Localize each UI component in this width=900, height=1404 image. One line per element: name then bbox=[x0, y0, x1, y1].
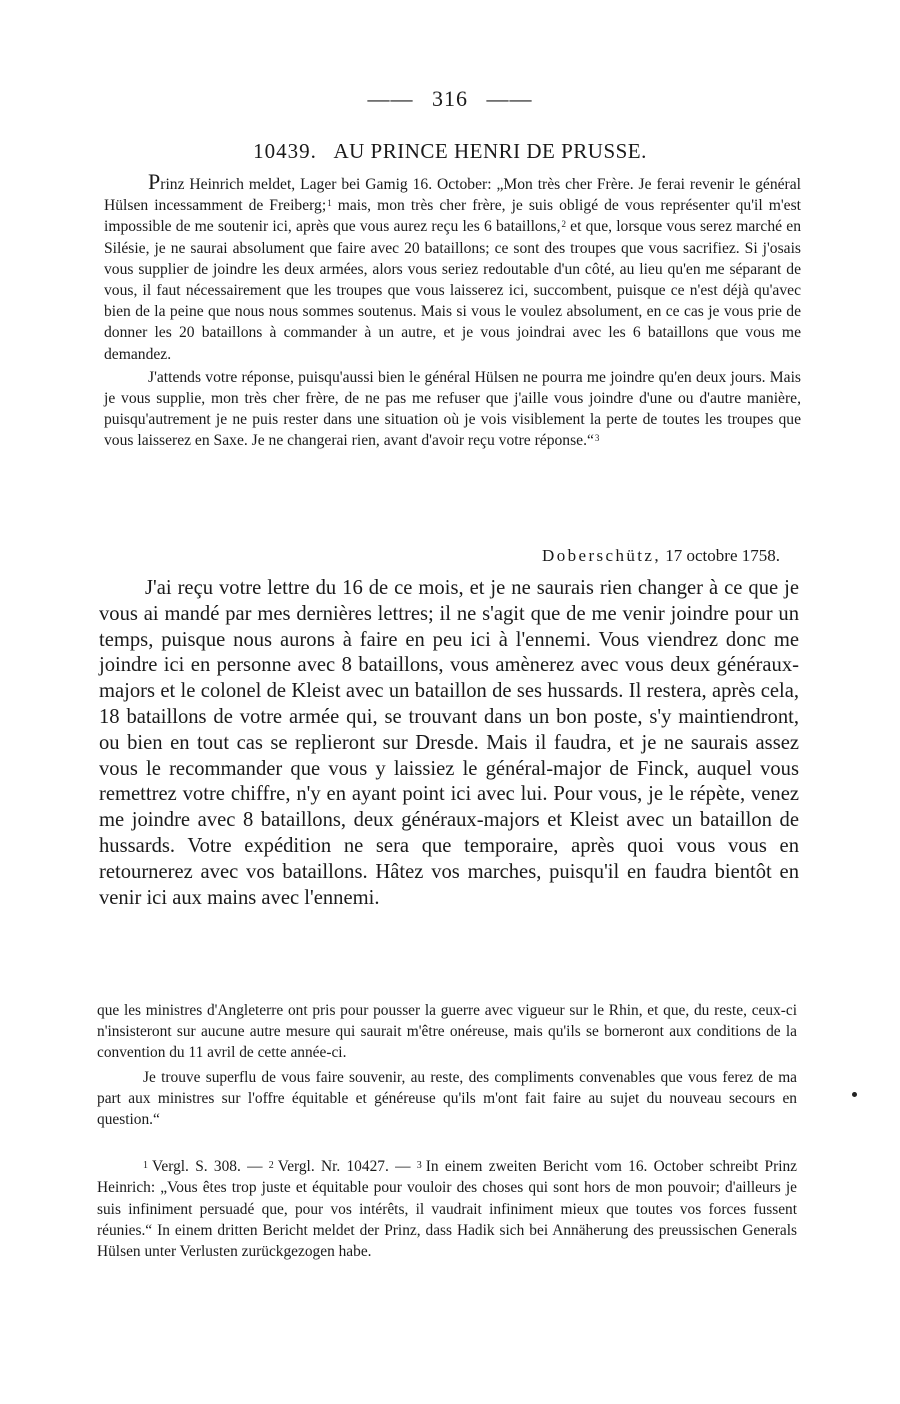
dateline-place: Doberschütz, bbox=[542, 546, 662, 565]
letter-body bbox=[99, 576, 799, 911]
footnote-ref-2: 2 bbox=[561, 219, 566, 230]
report-text-1c: et que, lorsque vous serez marché en Silésie, je ne saurai absolument que faire avec 20 bataillons; ce sont des troupes que vous sacrifiez. Si j'osais vous supplier de joindre les deux armées, alors vous seriez redoutable d'un côté, au lieu qu'en me séparant de vous, il faut nécessairement que les troupes que vous laisserez ici, succombent, puisque ce n'est déjà qu'avec bien de la peine que nous nous sommes soutenus. Mais si vous le voulez absolument, en ce cas je vous prie de donner les 20 bataillons à commander à un autre, et je vous joindrai avec les 6 bataillons que vous me demandez. bbox=[104, 218, 801, 363]
margin-mark bbox=[852, 1092, 857, 1097]
report-summary bbox=[104, 169, 801, 452]
report-text-2: J'attends votre réponse, puisqu'aussi bien le général Hülsen ne pourra me joindre qu'en deux jours. Mais je vous supplie, mon très cher frère, de ne pas me refuser que j'aille vous joindre d'une ou d'autre manière, puisqu'autrement je ne puis rester dans une situation où je vois visiblement la perte de toutes les troupes que vous laisserez en Saxe. Je ne changerai rien, avant d'avoir reçu votre réponse.“ bbox=[104, 368, 801, 450]
footnote-ref-3: 3 bbox=[594, 433, 600, 444]
footnote-text-3: In einem zweiten Bericht vom 16. October schreibt Prinz Heinrich: „Vous êtes trop juste et équitable pour vouloir des choses qui sont hors de mon pouvoir; d'ailleurs je suis infiniment persuadé que, pour vos intérêts, il vaudrait infiniment mieux que toutes vos forces fussent réunies.“ In einem dritten Bericht meldet der Prinz, dass Hadik sich bei Annäherung des preussischen Generals Hülsen unter Verlusten zurückgezogen habe. bbox=[97, 1158, 798, 1261]
footnote-marker-2: 2 bbox=[268, 1160, 274, 1171]
footnotes bbox=[97, 1155, 797, 1262]
footnote-ref-1: 1 bbox=[327, 198, 332, 209]
report-text-1b: mais, mon très cher frère, je suis obligé de vous représenter qu'il m'est impossible de me soutenir ici, après que vous aurez reçu les 6 bataillons, bbox=[104, 197, 801, 236]
dateline-date: 17 octobre 1758. bbox=[665, 546, 780, 565]
report-text-1a: rinz Heinrich meldet, Lager bei Gamig 16. October: „Mon très cher Frère. Je ferai revenir le général Hülsen incessamment de Freiberg; bbox=[104, 176, 801, 215]
page-number-value: 316 bbox=[432, 86, 468, 111]
report-paragraph-2 bbox=[104, 367, 801, 452]
page-number-dash-left: —— bbox=[367, 86, 414, 111]
letter-heading bbox=[0, 139, 900, 164]
footnote-marker-1: 1 bbox=[143, 1160, 148, 1171]
letter-number: 10439. bbox=[253, 139, 317, 163]
footnote-block bbox=[97, 1155, 797, 1262]
footnote-text-2: Vergl. Nr. 10427. — bbox=[277, 1158, 417, 1175]
footnote-marker-3: 3 bbox=[416, 1160, 422, 1171]
page-number-dash-right: —— bbox=[486, 86, 533, 111]
page-number bbox=[0, 86, 900, 112]
continuation-paragraph-1: que les ministres d'Angleterre ont pris pour pousser la guerre avec vigueur sur le Rhin, et que, du reste, ceux-ci n'insisteront sur aucune autre mesure qui saurait m'être onéreuse, mais qu'ils se borneront aux conditions de la convention du 11 avril de cette année-ci. bbox=[97, 1002, 797, 1062]
report-paragraph-1 bbox=[104, 169, 801, 365]
letter-title: AU PRINCE HENRI DE PRUSSE. bbox=[333, 139, 647, 163]
footnote-text-1: Vergl. S. 308. — bbox=[152, 1158, 269, 1175]
continuation-text bbox=[97, 1000, 797, 1130]
continuation-paragraph-2: Je trouve superflu de vous faire souvenir, au reste, des compliments convenables que vous ferez de ma part aux ministres sur l'offre équitable et généreuse qu'ils m'ont fait faire au sujet du nouveau secours en question.“ bbox=[97, 1068, 797, 1129]
dateline bbox=[542, 546, 780, 566]
letter-paragraph: J'ai reçu votre lettre du 16 de ce mois, et je ne saurais rien changer à ce que je vous ai mandé par mes dernières lettres; il ne s'agit que de me venir joindre pour un temps, puisque nous aurons à faire en peu ici à l'ennemi. Vous viendrez donc me joindre ici en personne avec 8 bataillons, vous amènerez avec vous deux généraux-majors et le colonel de Kleist avec un bataillon de ses hussards. Il restera, après cela, 18 bataillons de votre armée qui, se trouvant dans un bon poste, s'y maintiendront, ou bien en tout cas se replieront sur Dresde. Mais il faudra, et je ne saurais assez vous le recommander que vous y laissiez le général-major de Finck, auquel vous remettrez votre chiffre, n'y en ayant point ici avec lui. Pour vous, je le répète, venez me joindre avec 8 bataillons, deux généraux-majors et Kleist avec un bataillon de hussards. Votre expédition ne sera que temporaire, après quoi vous vous en retournerez avec vos bataillons. Hâtez vos marches, puisqu'il en faudra bientôt en venir ici aux mains avec l'ennemi. bbox=[99, 577, 799, 909]
initial-letter: P bbox=[148, 169, 161, 194]
